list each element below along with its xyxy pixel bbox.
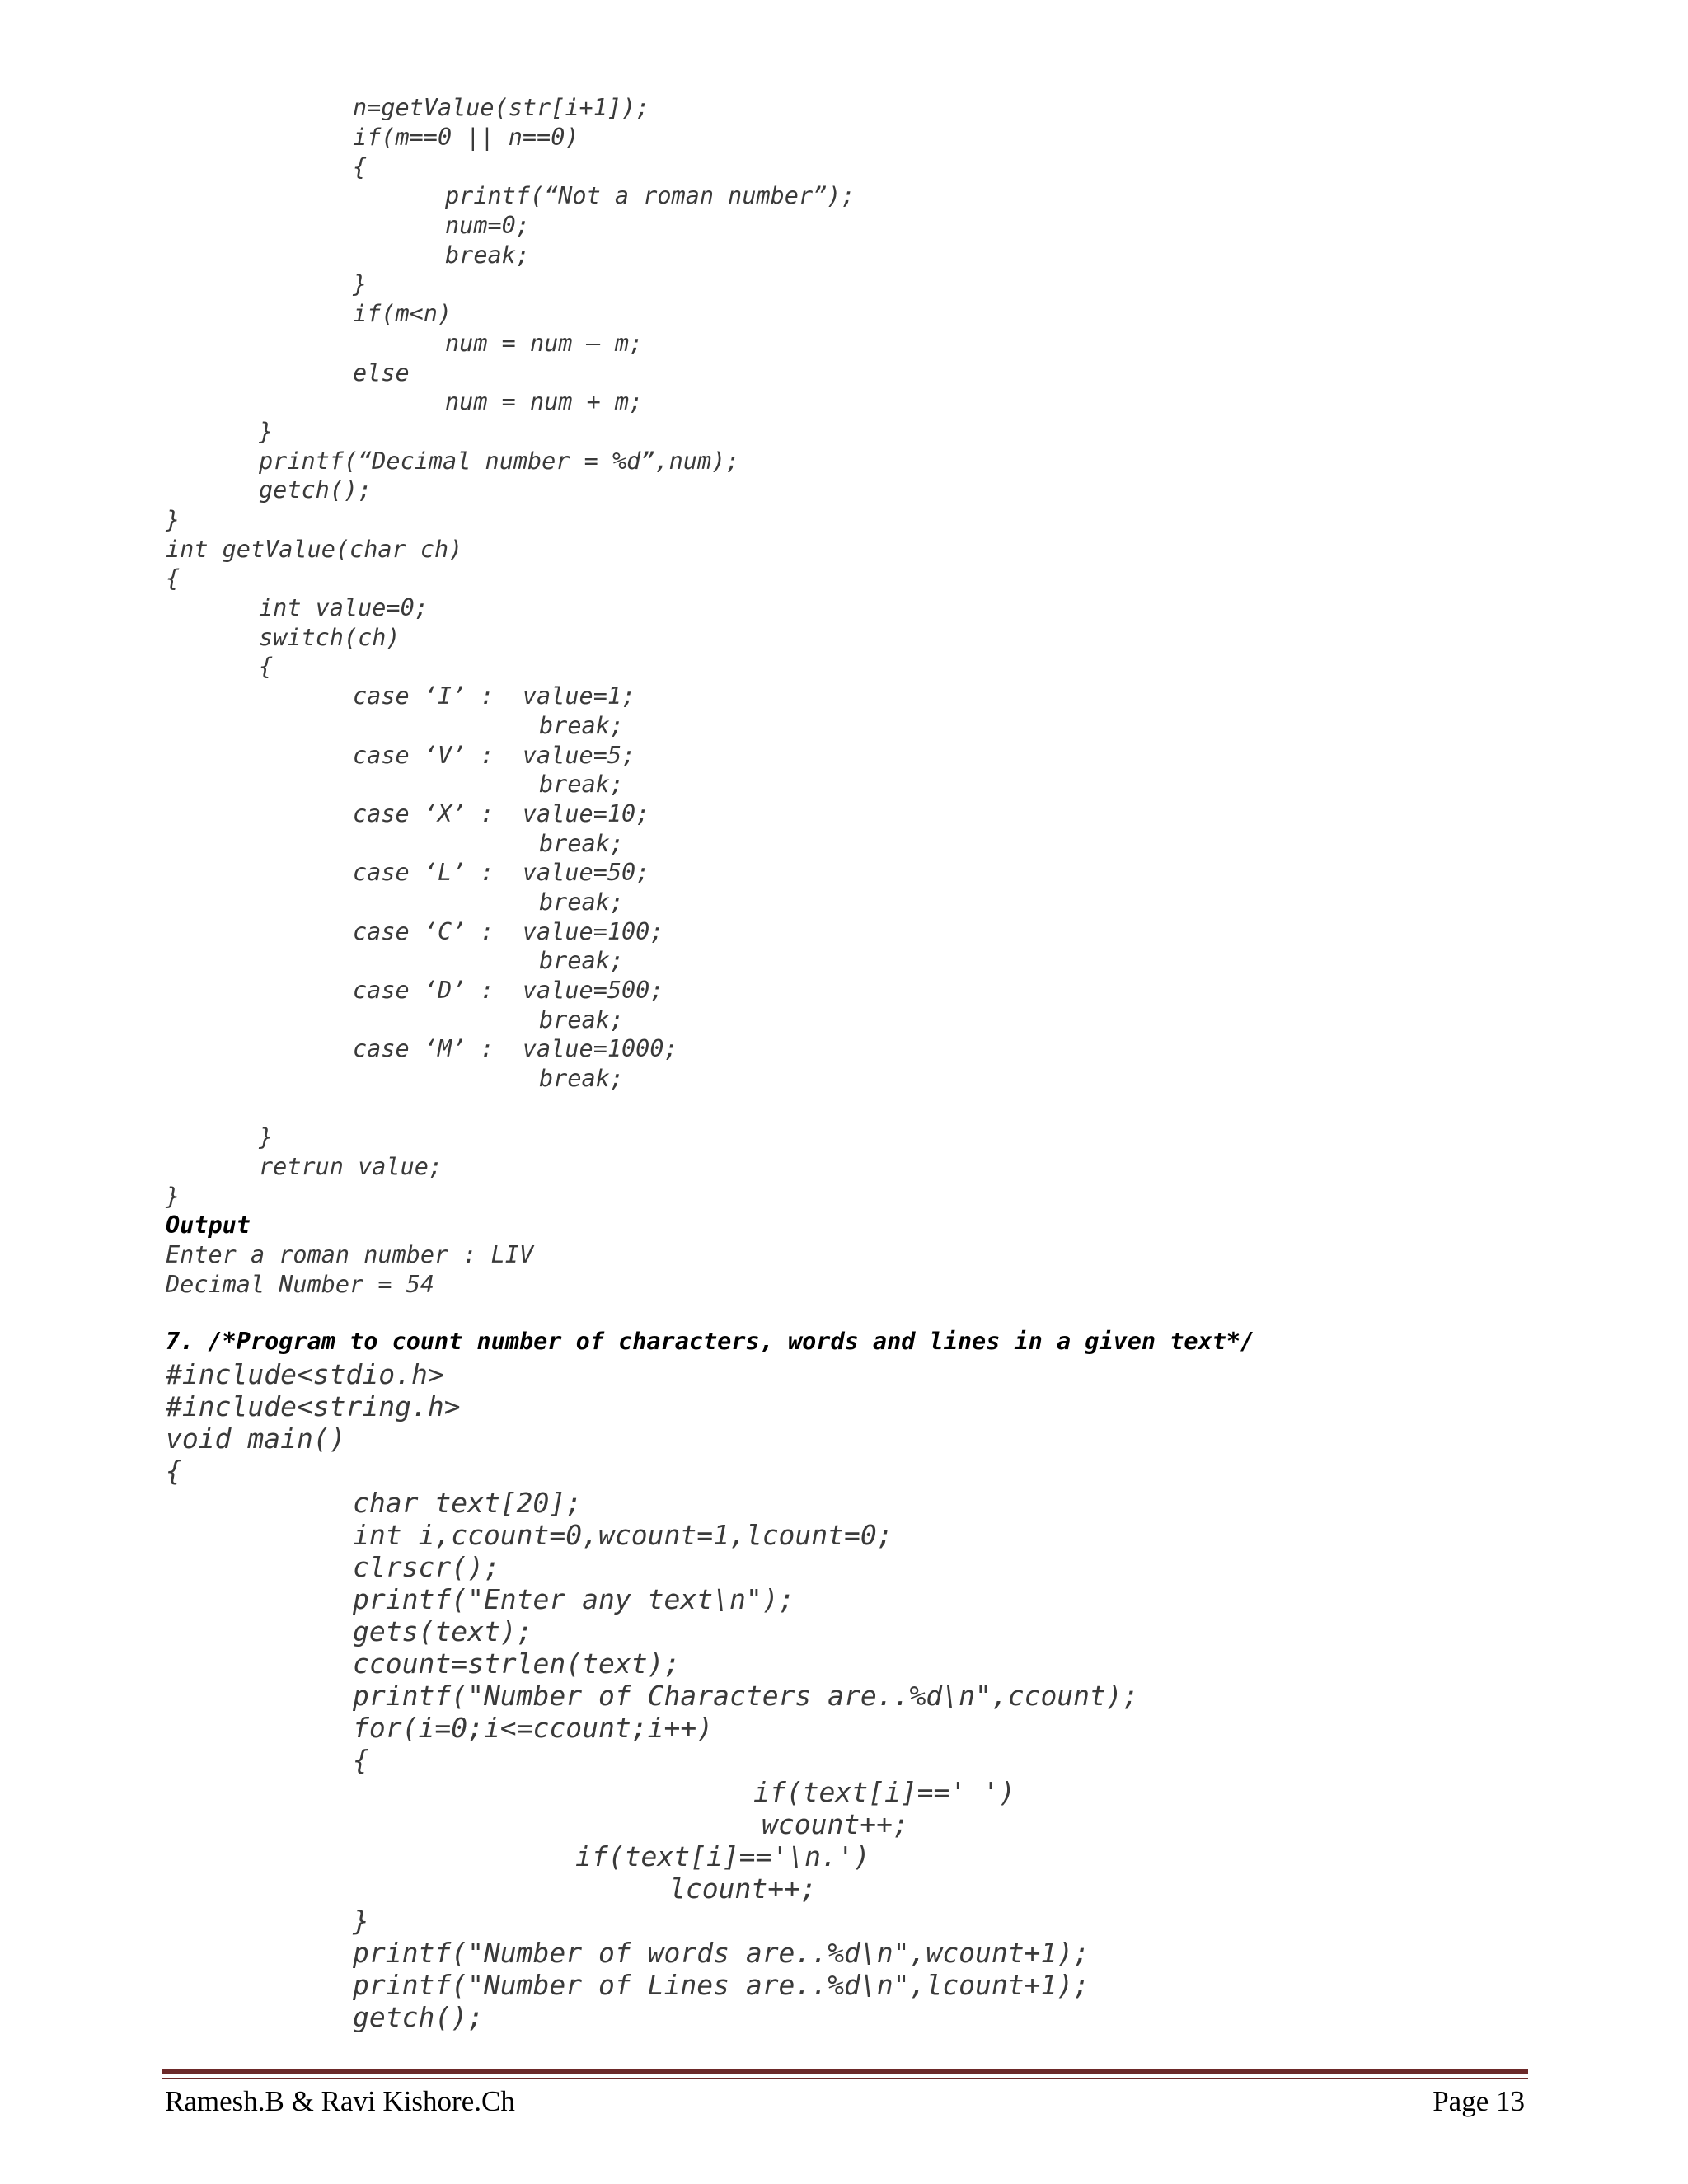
code-line: case ‘C’ : value=100; [353, 918, 664, 945]
code-line: num=0; [445, 212, 530, 239]
code-line: void main() [166, 1422, 346, 1455]
code-line: break; [445, 241, 530, 269]
code-line: break; [539, 712, 624, 739]
code-line: getch(); [353, 2001, 484, 2033]
code-line: else [353, 359, 410, 387]
output-line: Enter a roman number : LIV [166, 1241, 534, 1268]
code-line: printf("Number of Characters are..%d\n",ccount); [353, 1680, 1139, 1712]
code-line: { [353, 1744, 369, 1776]
code-line: { [353, 153, 368, 180]
code-line: ccount=strlen(text); [353, 1647, 681, 1680]
code-line: break; [539, 888, 624, 916]
code-line: case ‘V’ : value=5; [353, 742, 636, 769]
code-line: } [259, 418, 274, 445]
code-line: break; [539, 830, 624, 857]
code-line: break; [539, 1006, 624, 1033]
code-line: printf(“Decimal number = %d”,num); [259, 448, 740, 475]
code-line: case ‘D’ : value=500; [353, 977, 664, 1004]
code-line: case ‘L’ : value=50; [353, 859, 650, 886]
code-line: break; [539, 947, 624, 974]
code-line: printf("Enter any text\n"); [353, 1583, 795, 1615]
code-line: getch(); [259, 476, 373, 504]
code-line: if(text[i]==' ') [753, 1776, 1015, 1808]
output-line: Decimal Number = 54 [166, 1271, 435, 1298]
code-line: break; [539, 1065, 624, 1092]
footer-authors: Ramesh.B & Ravi Kishore.Ch [165, 2085, 515, 2117]
code-line: break; [539, 771, 624, 798]
code-line: switch(ch) [259, 624, 401, 651]
code-line: if(text[i]=='\n.') [575, 1840, 870, 1872]
output-heading: Output [166, 1212, 251, 1239]
code-line: #include<string.h> [166, 1390, 461, 1422]
code-line: n=getValue(str[i+1]); [353, 94, 650, 121]
code-line: printf(“Not a roman number”); [445, 182, 856, 209]
code-line: lcount++; [669, 1872, 817, 1905]
code-line: char text[20]; [353, 1487, 583, 1519]
footer-divider [162, 2069, 1528, 2074]
code-line: int getValue(char ch) [166, 536, 463, 563]
code-line: } [166, 506, 181, 533]
code-line: printf("Number of Lines are..%d\n",lcount+1); [353, 1969, 1090, 2001]
code-line: num = num – m; [445, 330, 644, 357]
code-line: #include<stdio.h> [166, 1358, 444, 1390]
code-line: case ‘M’ : value=1000; [353, 1035, 678, 1062]
program-heading: 7. /*Program to count number of characters, words and lines in a given text*/ [166, 1328, 1255, 1355]
code-line: { [259, 653, 274, 680]
code-line: retrun value; [259, 1153, 443, 1180]
code-line: int value=0; [259, 594, 429, 621]
code-line: { [166, 565, 181, 592]
code-line: if(m<n) [353, 300, 452, 327]
code-line: for(i=0;i<=ccount;i++) [353, 1712, 714, 1744]
code-line: case ‘X’ : value=10; [353, 800, 650, 827]
footer-divider-thin [162, 2078, 1528, 2079]
code-line: clrscr(); [353, 1551, 500, 1583]
code-line: } [353, 270, 368, 298]
code-line: } [259, 1123, 274, 1151]
code-line: } [353, 1905, 369, 1937]
code-line: case ‘I’ : value=1; [353, 682, 636, 710]
page-number: Page 13 [1432, 2085, 1525, 2117]
code-line: int i,ccount=0,wcount=1,lcount=0; [353, 1519, 893, 1551]
code-line: } [166, 1183, 181, 1210]
code-line: { [166, 1455, 182, 1487]
code-line: num = num + m; [445, 388, 644, 415]
code-line: if(m==0 || n==0) [353, 124, 579, 151]
code-line: printf("Number of words are..%d\n",wcount+1); [353, 1937, 1090, 1969]
code-line: wcount++; [762, 1808, 909, 1840]
code-line: gets(text); [353, 1615, 533, 1647]
